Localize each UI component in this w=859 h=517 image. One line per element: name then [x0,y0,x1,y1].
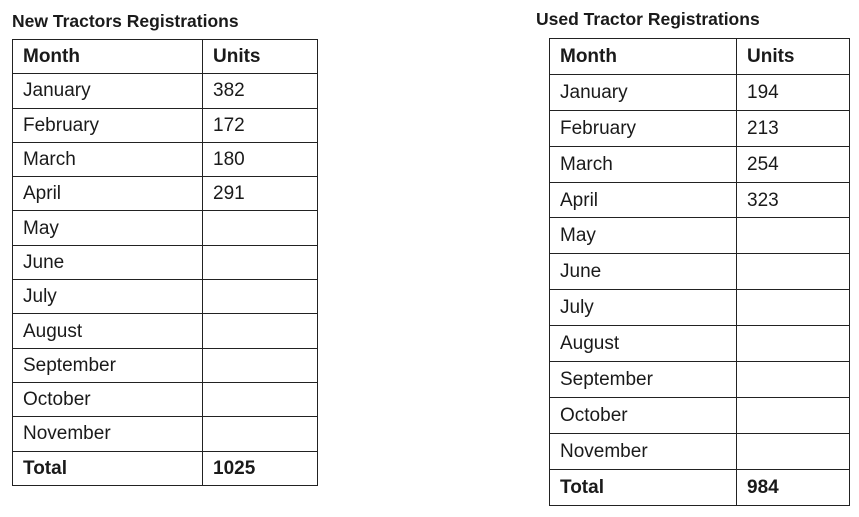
table-row [13,382,318,416]
table-row [550,397,850,433]
month-cell: March [550,146,737,182]
units-cell [203,417,318,451]
table-row [550,362,850,398]
units-cell [203,348,318,382]
table-row [13,142,318,176]
month-column-header: Month [13,40,203,74]
units-cell [203,382,318,416]
total-units-cell: 1025 [203,451,318,485]
units-cell: 254 [737,146,850,182]
table-row [550,146,850,182]
table-row [550,182,850,218]
units-cell [203,211,318,245]
month-cell: March [13,142,203,176]
new-tractors-table [12,39,318,486]
month-cell: January [550,74,737,110]
month-cell: April [550,182,737,218]
month-cell: October [13,382,203,416]
table-row [13,211,318,245]
units-cell [737,433,850,469]
table-row [550,74,850,110]
total-label-cell: Total [550,469,737,505]
table-total-row [550,469,850,505]
month-cell: June [550,254,737,290]
table-row [13,314,318,348]
month-cell: August [550,326,737,362]
units-cell [737,254,850,290]
table-row [550,254,850,290]
units-cell [737,290,850,326]
total-label-cell: Total [13,451,203,485]
units-cell: 194 [737,74,850,110]
units-cell: 291 [203,177,318,211]
table-header-row [550,39,850,75]
units-cell [737,218,850,254]
units-cell: 323 [737,182,850,218]
units-cell: 213 [737,110,850,146]
month-cell: August [13,314,203,348]
table-row [13,280,318,314]
month-cell: February [550,110,737,146]
table-row [550,218,850,254]
used-tractors-table-body [550,39,850,506]
table-row [550,110,850,146]
month-cell: April [13,177,203,211]
month-cell: September [13,348,203,382]
table-row [550,326,850,362]
month-cell: January [13,74,203,108]
month-cell: May [550,218,737,254]
units-cell [203,280,318,314]
units-cell [737,397,850,433]
month-cell: October [550,397,737,433]
month-cell: February [13,108,203,142]
new-tractors-title: New Tractors Registrations [12,11,239,31]
table-row [13,74,318,108]
units-cell [203,245,318,279]
table-row [550,433,850,469]
used-tractors-title: Used Tractor Registrations [536,9,760,29]
month-cell: November [13,417,203,451]
table-row [13,245,318,279]
table-row [13,177,318,211]
units-cell: 382 [203,74,318,108]
units-cell [203,314,318,348]
table-row [13,348,318,382]
month-cell: July [550,290,737,326]
units-column-header: Units [203,40,318,74]
total-units-cell: 984 [737,469,850,505]
units-cell [737,326,850,362]
units-cell: 172 [203,108,318,142]
table-total-row [13,451,318,485]
table-header-row [13,40,318,74]
month-column-header: Month [550,39,737,75]
table-row [550,290,850,326]
month-cell: September [550,362,737,398]
units-cell: 180 [203,142,318,176]
month-cell: July [13,280,203,314]
month-cell: June [13,245,203,279]
month-cell: May [13,211,203,245]
used-tractors-table [549,38,850,506]
table-row [13,108,318,142]
new-tractors-table-body [13,40,318,486]
month-cell: November [550,433,737,469]
units-column-header: Units [737,39,850,75]
table-row [13,417,318,451]
units-cell [737,362,850,398]
